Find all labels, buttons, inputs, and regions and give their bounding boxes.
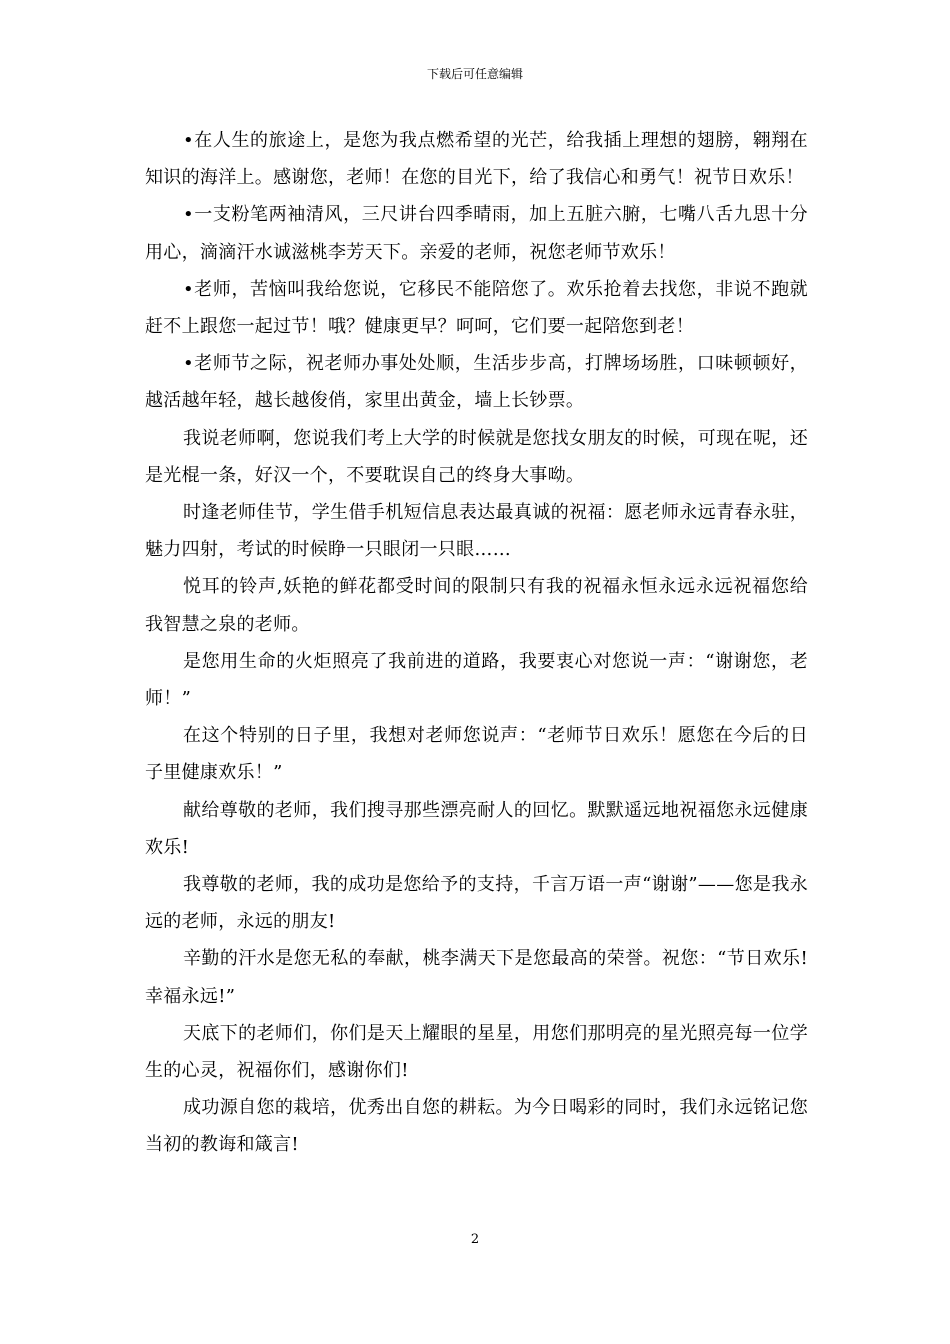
paragraph: •一支粉笔两袖清风，三尺讲台四季晴雨，加上五脏六腑，七嘴八舌九思十分用心，滴滴汗水诚滋桃李芳天下。亲爱的老师，祝您老师节欢乐！ — [145, 204, 808, 263]
paragraph: 我说老师啊，您说我们考上大学的时候就是您找女朋友的时候，可现在呢，还是光棍一条，好汉一个，不要耽误自己的终身大事呦。 — [145, 427, 808, 486]
paragraph: 是您用生命的火炬照亮了我前进的道路，我要衷心对您说一声：“谢谢您，老师！” — [145, 650, 808, 710]
document-body — [145, 122, 808, 1164]
paragraph: 悦耳的铃声,妖艳的鲜花都受时间的限制只有我的祝福永恒永远永远祝福您给我智慧之泉的老师。 — [145, 576, 808, 635]
paragraph: 时逢老师佳节，学生借手机短信息表达最真诚的祝福：愿老师永远青春永驻，魅力四射，考试的时候睁一只眼闭一只眼…… — [145, 502, 808, 561]
paragraph: 辛勤的汗水是您无私的奉献，桃李满天下是您最高的荣誉。祝您：“节日欢乐!幸福永远!” — [145, 948, 808, 1007]
page-header: 下载后可任意编辑 — [426, 67, 523, 81]
paragraph: 成功源自您的栽培，优秀出自您的耕耘。为今日喝彩的同时，我们永远铭记您当初的教诲和箴言! — [145, 1097, 808, 1156]
paragraph: •老师节之际，祝老师办事处处顺，生活步步高，打牌场场胜，口味顿顿好，越活越年轻，越长越俊俏，家里出黄金，墙上长钞票。 — [145, 353, 808, 412]
paragraph: •在人生的旅途上，是您为我点燃希望的光芒，给我插上理想的翅膀，翱翔在知识的海洋上。感谢您，老师！在您的目光下，给了我信心和勇气！祝节日欢乐！ — [145, 130, 808, 189]
paragraph: 献给尊敬的老师，我们搜寻那些漂亮耐人的回忆。默默遥远地祝福您永远健康欢乐! — [145, 799, 808, 858]
paragraph: 天底下的老师们，你们是天上耀眼的星星，用您们那明亮的星光照亮每一位学生的心灵，祝福你们，感谢你们! — [145, 1022, 808, 1082]
paragraph: •老师，苦恼叫我给您说，它移民不能陪您了。欢乐抢着去找您，非说不跑就赶不上跟您一起过节！哦？健康更早？呵呵，它们要一起陪您到老！ — [145, 278, 808, 338]
paragraph: 我尊敬的老师，我的成功是您给予的支持，千言万语一声“谢谢”——您是我永远的老师，永远的朋友! — [145, 874, 808, 933]
paragraph: 在这个特别的日子里，我想对老师您说声：“老师节日欢乐！愿您在今后的日子里健康欢乐！” — [145, 725, 808, 784]
page-number: 2 — [470, 1232, 480, 1247]
